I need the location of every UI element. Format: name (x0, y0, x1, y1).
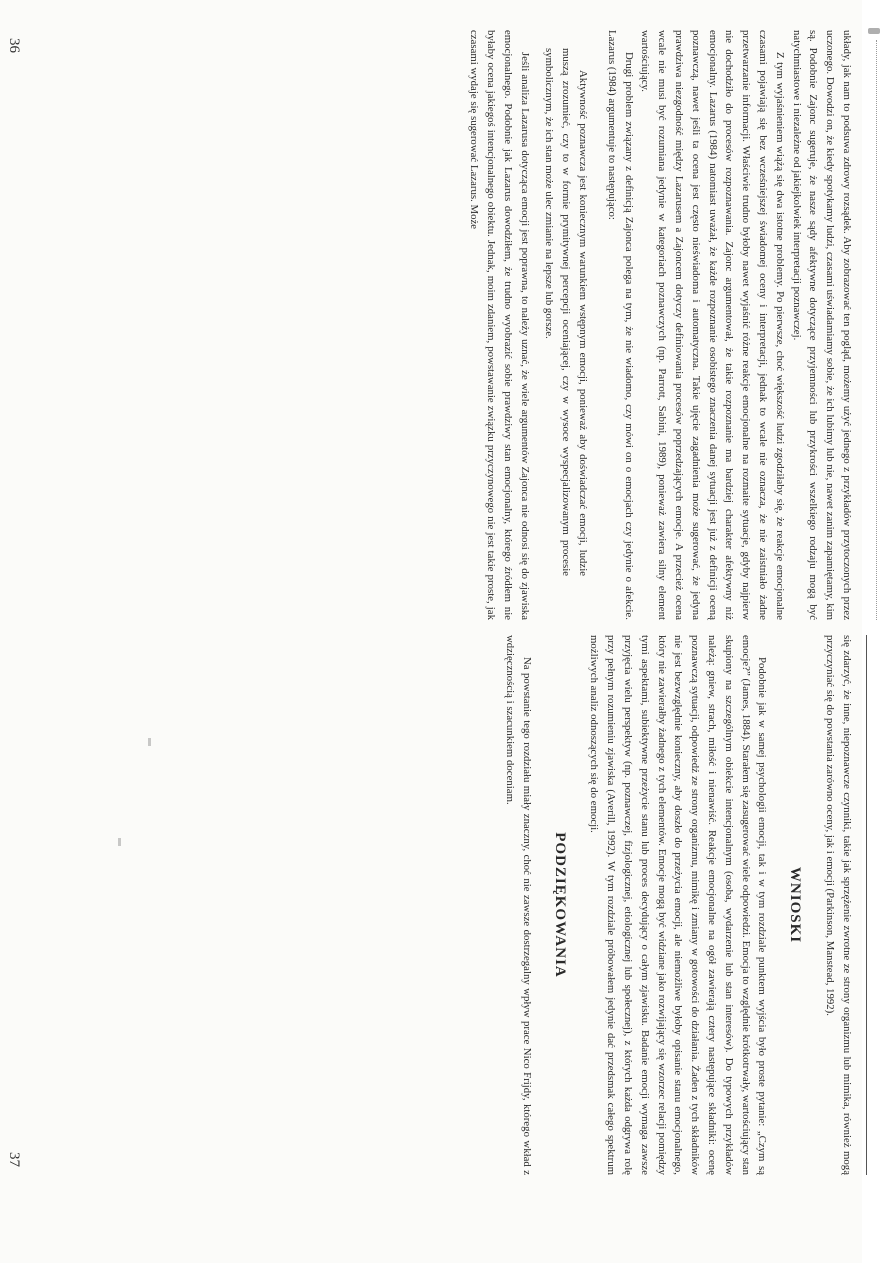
conclusions-heading: WNIOSKI (787, 866, 804, 944)
acknowledgements-heading: PODZIĘKOWANIA (551, 832, 568, 978)
block-quote (541, 30, 591, 620)
page37-intro: się zdarzyć, że inne, niepoznawcze czynniki, takie jak sprzężenie zwrotne ze strony organizmu lub mimika, również mogą przyczyniać się do powstania zarówno oceny, jak i emocji (Parkinson, Manstead, 1992). (824, 635, 853, 1175)
page36-paragraph-4: Jeśli analiza Lazarusa dotycząca emocji jest poprawna, to należy uznać, że wiele argumentów Zajonca nie odnosi się do zjawiska emocjonalnego. Podobnie jak Lazarus dowodziłem, że trudno wyobrazić sobie prawdziwy stan emocjonalny, którego źródłem nie byłaby ocena jakiegoś intencjonalnego obiektu. Jednak, moim zdaniem, powstawanie związku przyczynowego nie jest takie proste, jak czasami wydaje się sugerować Lazarus. Może (468, 30, 531, 620)
scan-mark (868, 28, 880, 34)
book-page-36 (5, 30, 855, 620)
page-number-left: 36 (6, 38, 22, 53)
pencil-mark (148, 738, 151, 746)
page-number-right: 37 (6, 1152, 22, 1167)
book-page-37 (5, 635, 855, 1175)
quote-paragraph: Aktywność poznawcza jest koniecznym warunkiem wstępnym emocji, ponieważ aby doświadczać emocji, ludzie muszą zrozumieć, czy to w formie prymitywnej percepcji oceniającej, czy w wysoce wyspecjalizowanym procesie symbolicznym, że ich stan może ulec zmianie na lepsze lub gorsze. (543, 48, 590, 576)
scan-dotted-line (876, 40, 878, 620)
pencil-mark (118, 838, 121, 846)
page36-paragraph-1: układy, jak nam to podsuwa zdrowy rozsądek. Aby zobrazować ten pogląd, możemy użyć jednego z przykładów przytoczonych przez uczonego. Dowodzi on, że kiedy spotykamy ludzi, czasami uświadamiamy sobie, że ich lubimy lub nie, nawet zanim zapamiętamy, kim są. Podobnie Zajonc sugeruje, że nasze sądy afektywne dotyczące przyjemności lub przykrości wszelkiego rodzaju mogą być natychmiastowe i niezależne od jakiejkolwiek interpretacji poznawczej. (790, 30, 853, 620)
page36-paragraph-3: Drugi problem związany z definicją Zajonca polega na tym, że nie wiadomo, czy mówi on o emocjach czy jedynie o afekcie. Lazarus (1984) argumentuje to następująco: (605, 30, 635, 620)
acknowledgements-paragraph: Na powstanie tego rozdziału miały znaczny, choć nie zawsze dostrzegalny wpływ prace Nico Frijdy, którego wkład z wdzięcznością i szacunkiem doceniam. (503, 635, 533, 1175)
conclusions-paragraph: Podobnie jak w samej psychologii emocji, tak i w tym rozdziale punktem wyjścia było proste pytanie: „Czym są emocje?” (James, 1884). Starałem się zasugerować wiele odpowiedzi. Emocja to względnie krótkotrwały, wartościujący stan skupiony na szczególnym obiekcie intencjonalnym (osoba, wydarzenie lub stan interesów). Do typowych przykładów należą: gniew, strach, miłość i nienawiść. Reakcje emocjonalne na ogół zawierają cztery następujące składniki: ocenę poznawczą sytuacji, odpowiedź ze strony organizmu, mimikę i zmiany w gotowości do działania. Żaden z tych składników nie jest bezwzględnie konieczny, aby doszło do przeżycia emocji, ale niemożliwe byłoby opisanie stanu emocjonalnego, który nie zawierałby żadnego z tych elementów. Emocje mogą być widziane jako rozwijający się wzorzec relacji pomiędzy tymi aspektami, subiektywne przeżycie stanu lub proces decydujący o całym zjawisku. Badanie emocji wymaga zawsze przyjęcia wielu perspektyw (np. poznawczej, fizjologicznej, etiologicznej lub społecznej), z których każda odgrywa rolę przy pełnym rozumieniu zjawiska (Averill, 1992). W tym rozdziale próbowałem jedynie dać przedsmak całego spektrum możliwych analiz odnoszących się do emocji. (588, 635, 769, 1175)
page-top-rule (866, 635, 867, 1175)
page36-paragraph-2: Z tym wyjaśnieniem wiążą się dwa istotne problemy. Po pierwsze, choć większość ludzi zgodziłaby się, że reakcje emocjonalne czasami pojawiają się bez wcześniejszej świadomej oceny i interpretacji, jednak to wcale nie oznacza, że nie zaistniało żadne przetwarzanie informacji. Właściwie trudno byłoby nawet wyjaśnić różne reakcje emocjonalne na rozmaite sytuacje, gdyby najpierw nie dochodziło do procesów rozpoznawania. Zajonc argumentował, że takie rozpoznanie ma bardziej charakter afektywny niż emocjonalny. Lazarus (1984) natomiast uważał, że każde rozpoznanie osobistego znaczenia danej sytuacji jest już z definicji oceną poznawczą, nawet jeśli ta ocena jest często nieświadoma i automatyczna. Takie ujęcie zagadnienia może sugerować, że jedyna prawdziwa niezgodność między Lazarusem a Zajoncem dotyczy definiowania procesów poprzedzających emocje. A przecież ocena wcale nie musi być rozumiana jedynie w kategoriach poznawczych (np. Parrott, Sabini, 1989), ponieważ zawiera silny element wartościujący. (639, 30, 786, 620)
